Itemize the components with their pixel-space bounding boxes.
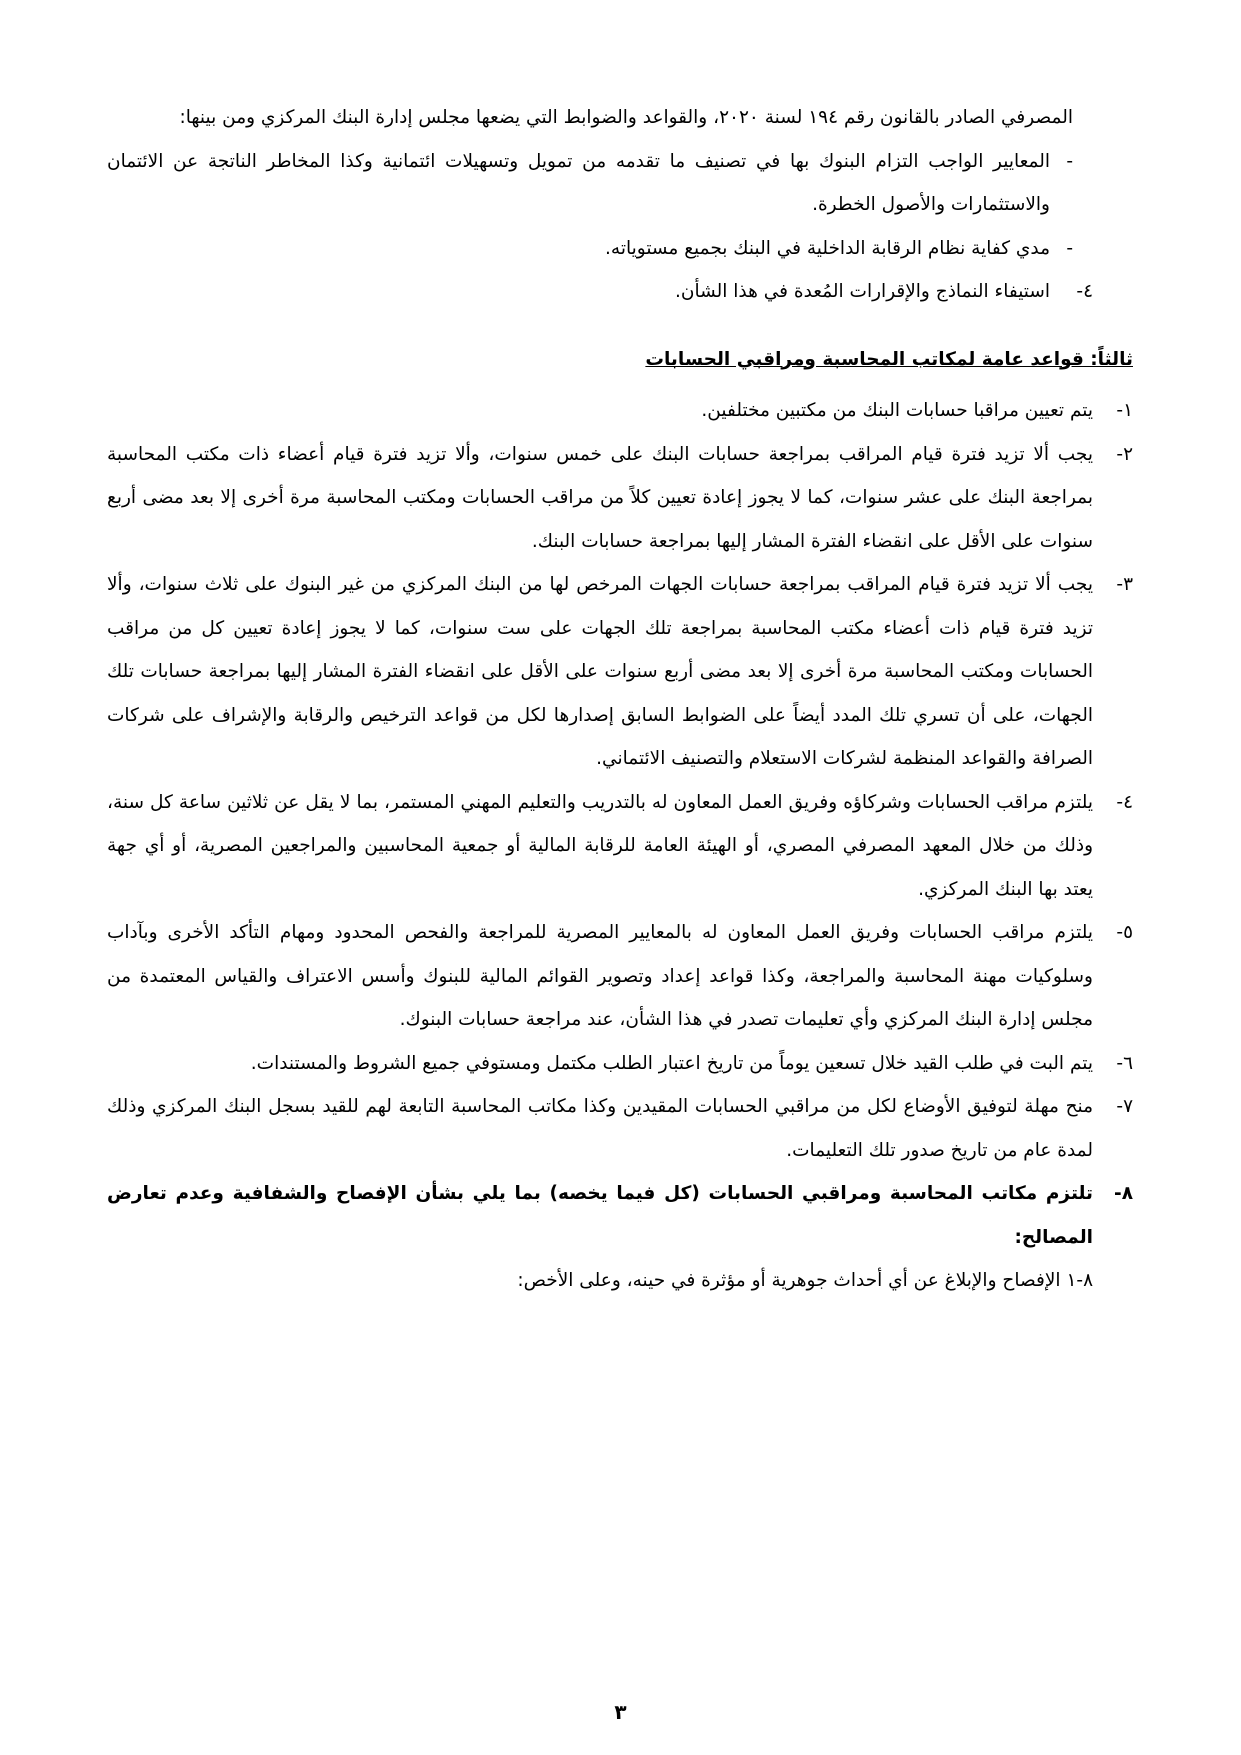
list-item-7 [107,1085,1133,1172]
list-item-4 [107,781,1133,912]
item-number: ٥- [1116,922,1133,943]
list-item-8 [107,1172,1133,1259]
item-text: استيفاء النماذج والإقرارات المُعدة في هذا الشأن. [674,281,1050,302]
item-text: تلتزم مكاتب المحاسبة ومراقبي الحسابات (كل فيما يخصه) بما يلي بشأن الإفصاح والشفافية وعدم تعارض المصالح: [107,1183,1093,1248]
list-item-3 [107,563,1133,781]
item-number: ٤- [1116,791,1133,813]
item-number: ٣- [1116,574,1133,595]
document-page [107,96,1133,1303]
intro-paragraph: المصرفي الصادر بالقانون رقم ١٩٤ لسنة ٢٠٢٠، والقواعد والضوابط التي يضعها مجلس إدارة البنك المركزي ومن بينها: [179,107,1073,128]
item-text: يتم تعيين مراقبا حسابات البنك من مكتبين مختلفين. [701,400,1093,421]
item-number: ٦- [1116,1052,1133,1074]
sub-item-8-1: ٨-١ الإفصاح والإبلاغ عن أي أحداث جوهرية أو مؤثرة في حينه، وعلى الأخص: [517,1270,1093,1291]
item-text: منح مهلة لتوفيق الأوضاع لكل من مراقبي الحسابات المقيدين وكذا مكاتب المحاسبة التابعة لهم للقيد بسجل البنك المركزي وذلك لمدة عام من تاريخ صدور تلك التعليمات. [107,1096,1093,1161]
item-number: ٤- [1076,281,1093,302]
intro-bullet-1 [107,140,1133,227]
section-heading: ثالثاً: قواعد عامة لمكاتب المحاسبة ومراقبي الحسابات [645,348,1133,370]
bullet-dash: - [1066,150,1073,172]
item-text: يلتزم مراقب الحسابات وفريق العمل المعاون له بالمعايير المصرية للمراجعة والفحص المحدود ومهام التأكد الأخرى وبآداب وسلوكيات مهنة المحاسبة والمراجعة، وكذا قواعد إعداد وتصوير القوائم المالية للبنوك وأسس الاعتراف والقياس المعتمدة من مجلس إدارة البنك المركزي وأي تعليمات تصدر في هذا الشأن، عند مراجعة حسابات البنوك. [107,922,1093,1030]
list-item-5 [107,911,1133,1042]
intro-item-4 [107,270,1133,314]
item-number: ٨- [1114,1183,1133,1204]
list-item-1 [107,389,1133,433]
item-text: يلتزم مراقب الحسابات وشركاؤه وفريق العمل المعاون له بالتدريب والتعليم المهني المستمر، بما لا يقل عن ثلاثين ساعة كل سنة، وذلك من خلال المعهد المصرفي المصري، أو الهيئة العامة للرقابة المالية أو جمعية المحاسبين والمراجعين المصرية، أو أي جهة يعتد بها البنك المركزي. [107,791,1093,900]
page-number: ٣ [614,1700,627,1724]
item-number: ٢- [1116,443,1133,465]
bullet-dash: - [1066,237,1073,259]
bullet-text: المعايير الواجب التزام البنوك بها في تصنيف ما تقدمه من تمويل وتسهيلات ائتمانية وكذا المخاطر الناتجة عن الائتمان والاستثمارات والأصول الخطرة. [107,150,1050,215]
item-number: ٧- [1116,1096,1133,1117]
item-text: يتم البت في طلب القيد خلال تسعين يوماً من تاريخ اعتبار الطلب مكتمل ومستوفي جميع الشروط والمستندات. [250,1052,1093,1074]
bullet-text: مدي كفاية نظام الرقابة الداخلية في البنك بجميع مستوياته. [605,237,1050,259]
intro-bullet-2 [107,227,1133,271]
item-number: ١- [1116,400,1133,421]
list-item-6 [107,1042,1133,1086]
item-text: يجب ألا تزيد فترة قيام المراقب بمراجعة حسابات الجهات المرخص لها من البنك المركزي من غير البنوك على ثلاث سنوات، وألا تزيد فترة قيام ذات أعضاء مكتب المحاسبة بمراجعة تلك الجهات على ست سنوات، كما لا يجوز إعادة تعيين كل من مراقب الحسابات ومكتب المحاسبة مرة أخرى إلا بعد مضى أربع سنوات على الأقل على انقضاء الفترة المشار إليها بمراجعة حسابات تلك الجهات، على أن تسري تلك المدد أيضاً على الضوابط السابق إصدارها لكل من قواعد الترخيص والرقابة والإشراف على شركات الصرافة والقواعد المنظمة لشركات الاستعلام والتصنيف الائتماني. [107,574,1093,769]
item-text: يجب ألا تزيد فترة قيام المراقب بمراجعة حسابات البنك على خمس سنوات، وألا تزيد فترة قيام أعضاء ذات مكتب المحاسبة بمراجعة البنك على عشر سنوات، كما لا يجوز إعادة تعيين كلاً من مراقب الحسابات ومكتب المحاسبة مرة أخرى إلا بعد مضى أربع سنوات على الأقل على انقضاء الفترة المشار إليها بمراجعة حسابات البنك. [107,443,1093,552]
list-item-2 [107,433,1133,564]
